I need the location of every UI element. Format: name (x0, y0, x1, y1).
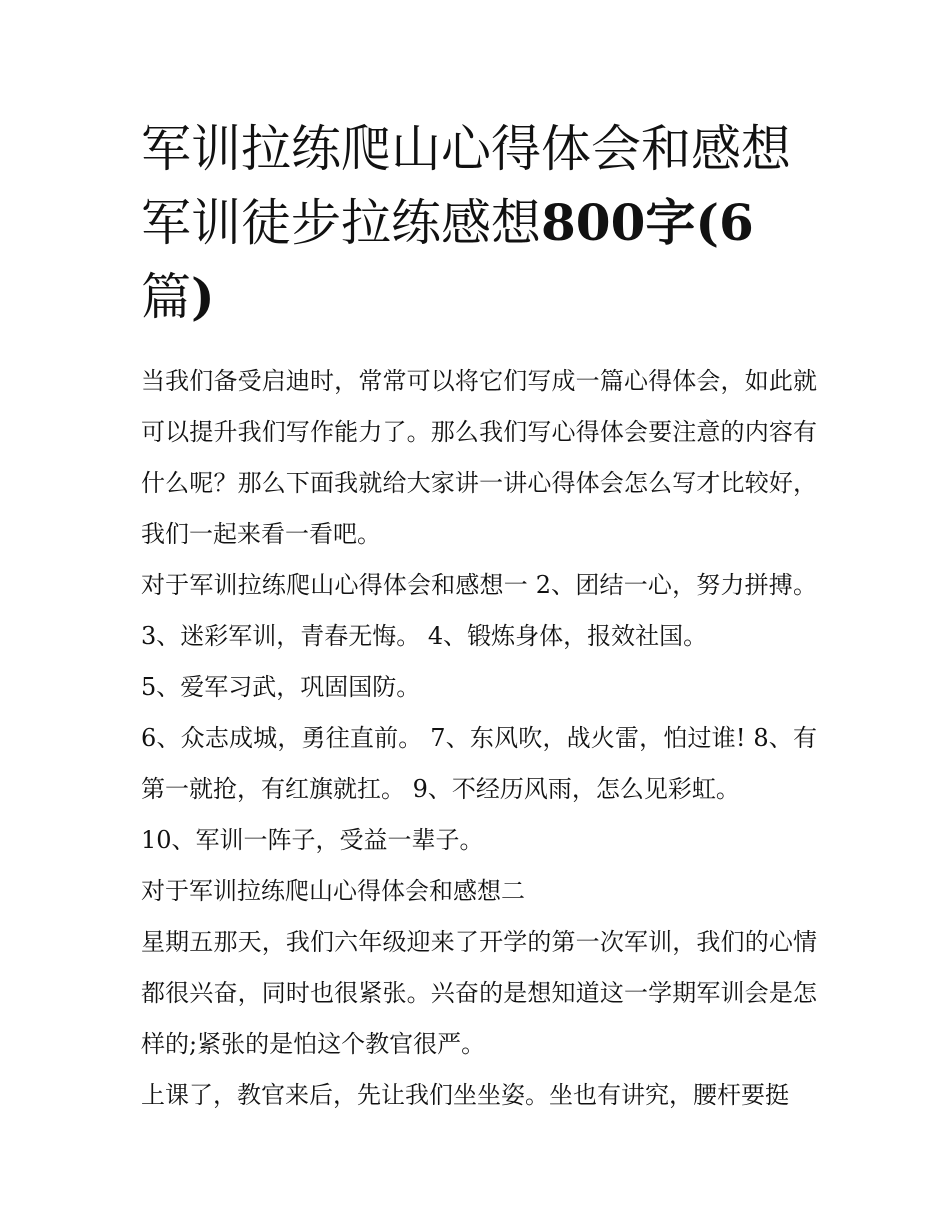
slogans-paragraph-1: 对于军训拉练爬山心得体会和感想一 2、团结一心，努力拼搏。 3、迷彩军训，青春无悔。 4、锻炼身体，报效社国。 (141, 571, 817, 650)
slogans-paragraph-3: 6、众志成城，勇往直前。 7、东风吹，战火雷，怕过谁! 8、有第一就抢，有红旗就扛。 9、不经历风雨，怎么见彩虹。 (141, 724, 817, 803)
document-title (141, 112, 817, 334)
title-line-1: 军训拉练爬山心得体会和感想 (141, 120, 791, 178)
document-body (141, 356, 817, 1121)
essay-paragraph-1: 星期五那天，我们六年级迎来了开学的第一次军训，我们的心情都很兴奋，同时也很紧张。兴奋的是想知道这一学期军训会是怎样的;紧张的是怕这个教官很严。 (141, 928, 817, 1058)
document-page (141, 112, 817, 1121)
intro-paragraph: 当我们备受启迪时，常常可以将它们写成一篇心得体会，如此就可以提升我们写作能力了。那么我们写心得体会要注意的内容有什么呢？那么下面我就给大家讲一讲心得体会怎么写才比较好，我们一起来看一看吧。 (141, 367, 817, 548)
title-line-2-suffix: 字(6 (645, 193, 754, 252)
title-line-3-paren: ) (191, 267, 215, 326)
slogans-paragraph-4: 10、军训一阵子，受益一辈子。 (141, 826, 484, 854)
slogans-paragraph-2: 5、爱军习武，巩固国防。 (141, 673, 421, 701)
title-line-2-number: 800 (541, 193, 646, 252)
title-line-3-text: 篇 (141, 268, 191, 326)
essay-paragraph-2: 上课了，教官来后，先让我们坐坐姿。坐也有讲究，腰杆要挺 (141, 1081, 789, 1109)
title-line-2-text: 军训徒步拉练感想 (141, 194, 541, 252)
section-heading-2: 对于军训拉练爬山心得体会和感想二 (141, 877, 525, 905)
